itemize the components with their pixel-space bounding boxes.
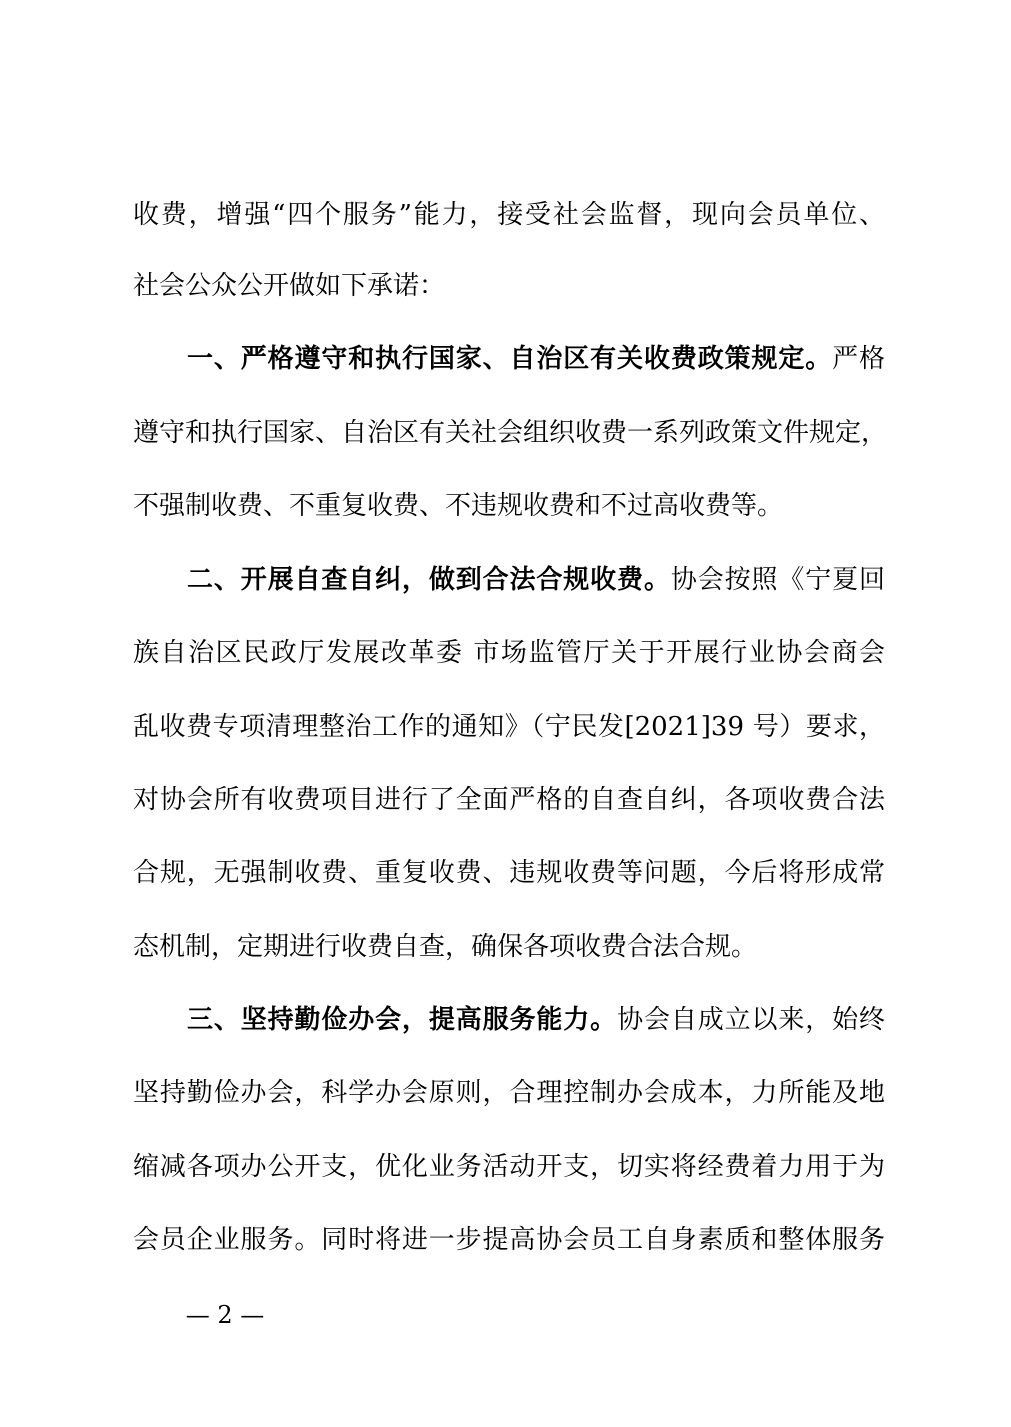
paragraph-line: 乱收费专项清理整治工作的通知》（宁民发[2021]39 号）要求， (133, 712, 885, 742)
paragraph-line: 态机制，定期进行收费自查，确保各项收费合法合规。 (133, 932, 758, 962)
section-2-lead-text: 协会按照《宁夏回 (670, 565, 885, 595)
page-number: — 2 — (185, 1301, 265, 1329)
section-2-first-line (187, 560, 885, 600)
paragraph-line: 族自治区民政厅发展改革委 市场监管厅关于开展行业协会商会 (133, 638, 885, 668)
section-1-heading: 一、严格遵守和执行国家、自治区有关收费政策规定。 (187, 344, 833, 374)
paragraph-line: 遵守和执行国家、自治区有关社会组织收费一系列政策文件规定， (133, 418, 888, 448)
section-1-lead-text: 严格 (832, 344, 885, 374)
paragraph-line: 缩减各项办公开支，优化业务活动开支，切实将经费着力用于为 (133, 1152, 885, 1182)
section-3-first-line (187, 1000, 885, 1040)
section-3-heading: 三、坚持勤俭办会，提高服务能力。 (187, 1005, 618, 1035)
section-1-first-line (187, 339, 885, 379)
paragraph-line: 合规，无强制收费、重复收费、违规收费等问题，今后将形成常 (133, 858, 885, 888)
paragraph-line: 不强制收费、不重复收费、不违规收费和不过高收费等。 (133, 491, 784, 521)
paragraph-line: 坚持勤俭办会，科学办会原则，合理控制办会成本，力所能及地 (133, 1078, 885, 1108)
paragraph-line: 社会公众公开做如下承诺： (133, 271, 446, 301)
section-3-lead-text: 协会自成立以来，始终 (617, 1005, 885, 1035)
paragraph-line: 会员企业服务。同时将进一步提高协会员工自身素质和整体服务 (133, 1225, 885, 1255)
section-2-heading: 二、开展自查自纠，做到合法合规收费。 (187, 565, 671, 595)
paragraph-line: 收费，增强“四个服务”能力，接受社会监督，现向会员单位、 (133, 200, 885, 230)
paragraph-line: 对协会所有收费项目进行了全面严格的自查自纠，各项收费合法 (133, 785, 885, 815)
